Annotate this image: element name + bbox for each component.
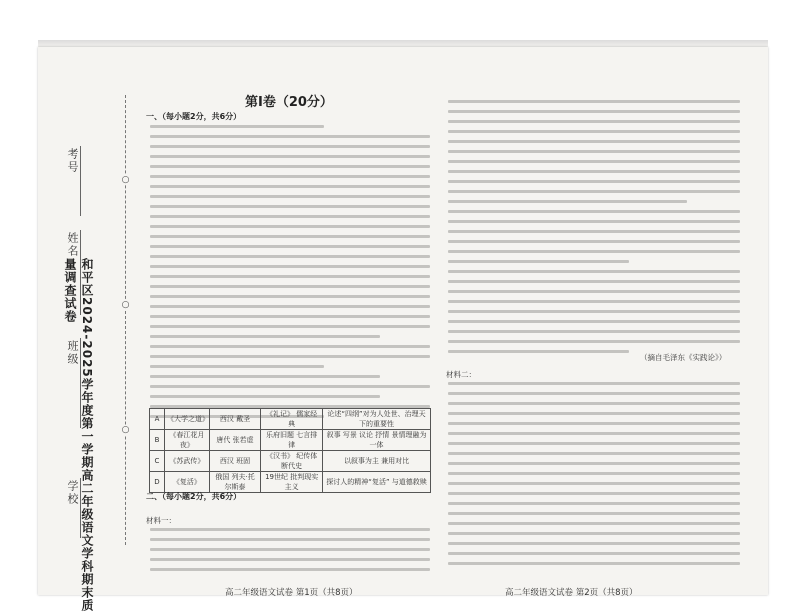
table-cell: C — [150, 451, 165, 472]
class-blank — [80, 338, 81, 428]
table-cell: 俄国 列夫·托尔斯泰 — [209, 472, 260, 493]
table-cell: B — [150, 430, 165, 451]
material-1-label: 材料一： — [146, 516, 176, 525]
school-label: 学校 — [66, 480, 79, 506]
literature-table — [149, 408, 431, 493]
page-2-footer: 高二年级语文试卷 第2页（共8页） — [505, 588, 638, 598]
binding-mark: ○ — [121, 425, 130, 435]
table-cell: 《汉书》 纪传体断代史 — [261, 451, 323, 472]
page-1-footer: 高二年级语文试卷 第1页（共8页） — [225, 588, 358, 598]
table-cell: 19世纪 批判现实主义 — [261, 472, 323, 493]
passage-1-text — [150, 125, 430, 425]
table-cell: 乐府旧题 七言排律 — [261, 430, 323, 451]
citation: （摘自毛泽东《实践论》） — [640, 353, 727, 362]
material-1-text — [150, 528, 430, 578]
section-1-heading: 一、（每小题2分，共6分） — [146, 112, 242, 121]
exam-title-vertical: 和平区2024-2025学年度第一学期高二年级语文学科期末质量调查试卷 — [63, 258, 94, 612]
table-cell: 《大学之道》 — [165, 409, 210, 430]
table-cell: 西汉 班固 — [209, 451, 260, 472]
table-cell: D — [150, 472, 165, 493]
material-2-text — [448, 382, 740, 572]
table-cell: 探讨人的精神“复活” 与道德救赎 — [323, 472, 431, 493]
table-cell: 《礼记》 儒家经典 — [261, 409, 323, 430]
material-2-label: 材料二： — [446, 370, 476, 379]
volume-title: 第Ⅰ卷（20分） — [245, 95, 333, 110]
table-row — [150, 409, 431, 430]
table-cell: 《春江花月夜》 — [165, 430, 210, 451]
school-blank — [80, 478, 81, 538]
table-cell: 《苏武传》 — [165, 451, 210, 472]
exam-number-blank — [80, 146, 81, 216]
table-cell: 西汉 戴圣 — [209, 409, 260, 430]
class-label: 班级 — [66, 340, 79, 366]
name-blank — [80, 230, 81, 315]
passage-2-text — [448, 100, 740, 360]
name-label: 姓名 — [66, 232, 79, 258]
table-cell: 唐代 张若虚 — [209, 430, 260, 451]
table-cell: 论述“四纲”对为人处世、治理天下的重要性 — [323, 409, 431, 430]
binding-mark: ○ — [121, 300, 130, 310]
section-2-heading: 二、（每小题2分，共6分） — [146, 492, 242, 501]
table-cell: 叙事 写景 议论 抒情 景情理融为一体 — [323, 430, 431, 451]
binding-cut-line — [125, 95, 126, 545]
table-row — [150, 451, 431, 472]
table-row — [150, 430, 431, 451]
exam-number-label: 考号 — [66, 148, 79, 174]
table-row — [150, 472, 431, 493]
table-cell: A — [150, 409, 165, 430]
table-cell: 《复活》 — [165, 472, 210, 493]
table-cell: 以叙事为主 兼用对比 — [323, 451, 431, 472]
binding-mark: ○ — [121, 175, 130, 185]
